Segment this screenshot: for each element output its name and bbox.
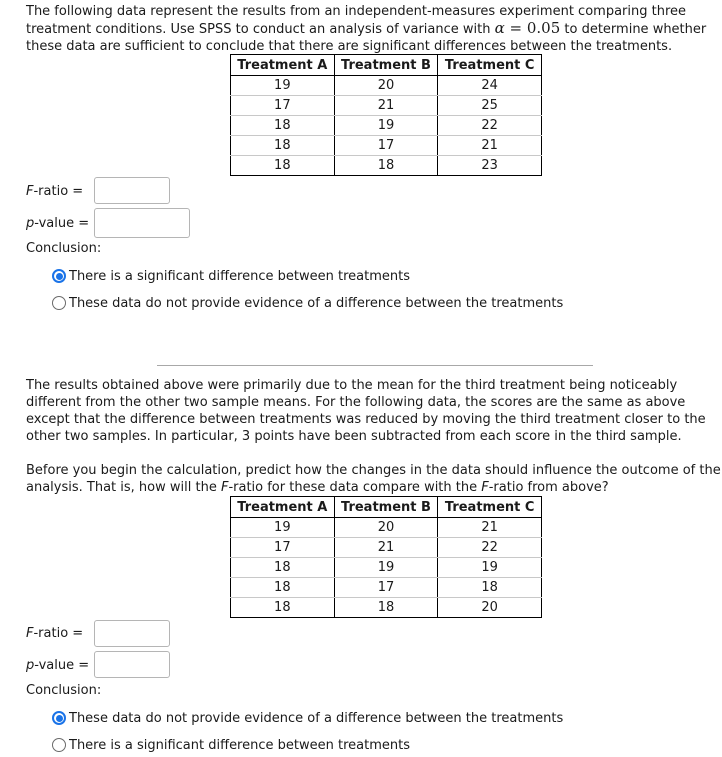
table-row [231,538,542,558]
p-value-input-1[interactable] [94,208,190,238]
table-row [231,578,542,598]
table-cell: 19 [231,76,335,96]
table-cell: 22 [438,538,542,558]
table-cell: 22 [438,116,542,136]
table-cell: 21 [438,136,542,156]
table-cell: 18 [231,598,335,618]
table-row [231,558,542,578]
table-header: Treatment B [334,497,438,518]
conclusion-label-2: Conclusion: [26,683,102,698]
p-value-label-1: p-value = [26,216,90,231]
table-row [231,156,542,176]
option-no-evidence-2[interactable] [52,709,563,727]
table-row [231,598,542,618]
table-cell: 17 [231,96,335,116]
table-cell: 18 [231,156,335,176]
table-row [231,116,542,136]
alpha-symbol: α [494,19,505,37]
problem-intro: The following data represent the results from an independent-measures experiment comparing three treatment conditions. Use SPSS to conduct an analysis of variance with α = 0.05 to determine whether these data are sufficient to conclude that there are significant differences between the treatments. [26,4,707,54]
f-ratio-label-1: F-ratio = [26,184,84,199]
table-cell: 18 [438,578,542,598]
option-label: These data do not provide evidence of a difference between the treatments [69,295,564,311]
table-header: Treatment C [438,497,542,518]
table-cell: 21 [334,538,438,558]
table-row [231,96,542,116]
table-cell: 19 [334,116,438,136]
f-ratio-label-2: F-ratio = [26,626,84,641]
part2-prediction-prompt: Before you begin the calculation, predict how the changes in the data should influence the outcome of the analysis. That is, how will the F-ratio for these data compare with the F-ratio from above? [26,463,721,495]
table-cell: 21 [438,518,542,538]
table-cell: 18 [231,578,335,598]
radio-selected-icon[interactable] [52,269,66,283]
table-header: Treatment A [231,55,335,76]
radio-unselected-icon[interactable] [52,738,66,752]
table-cell: 17 [334,136,438,156]
f-ratio-input-1[interactable] [94,177,170,204]
radio-selected-icon[interactable] [52,711,66,725]
option-significant-2[interactable] [52,736,410,754]
table-cell: 18 [231,558,335,578]
table-cell: 24 [438,76,542,96]
section-divider [157,365,593,366]
option-label: These data do not provide evidence of a difference between the treatments [69,710,564,726]
table-cell: 19 [438,558,542,578]
option-label: There is a significant difference between treatments [69,268,410,284]
table-cell: 19 [231,518,335,538]
table-cell: 18 [334,156,438,176]
table-cell: 18 [231,116,335,136]
f-ratio-input-2[interactable] [94,620,170,647]
option-label: There is a significant difference between treatments [69,737,410,753]
table-cell: 20 [438,598,542,618]
table-cell: 18 [231,136,335,156]
table-header: Treatment B [334,55,438,76]
table-cell: 23 [438,156,542,176]
table-cell: 19 [334,558,438,578]
table-row [231,136,542,156]
option-no-evidence-1[interactable] [52,294,563,312]
table-row [231,518,542,538]
table-cell: 18 [334,598,438,618]
table-cell: 21 [334,96,438,116]
table-header: Treatment A [231,497,335,518]
table-row [231,76,542,96]
table-cell: 17 [334,578,438,598]
part2-explanation: The results obtained above were primarily due to the mean for the third treatment being noticeably different from the other two sample means. For the following data, the scores are the same as above except that the difference between treatments was reduced by moving the third treatment closer to the other two samples. In particular, 3 points have been subtracted from each score in the third sample. [26,378,706,444]
table-cell: 20 [334,76,438,96]
data-table-2 [230,496,542,618]
table-cell: 25 [438,96,542,116]
table-cell: 17 [231,538,335,558]
radio-unselected-icon[interactable] [52,296,66,310]
data-table-1 [230,54,542,176]
option-significant-1[interactable] [52,267,410,285]
conclusion-label-1: Conclusion: [26,241,102,256]
table-header: Treatment C [438,55,542,76]
p-value-label-2: p-value = [26,658,90,673]
p-value-input-2[interactable] [94,651,170,678]
table-cell: 20 [334,518,438,538]
